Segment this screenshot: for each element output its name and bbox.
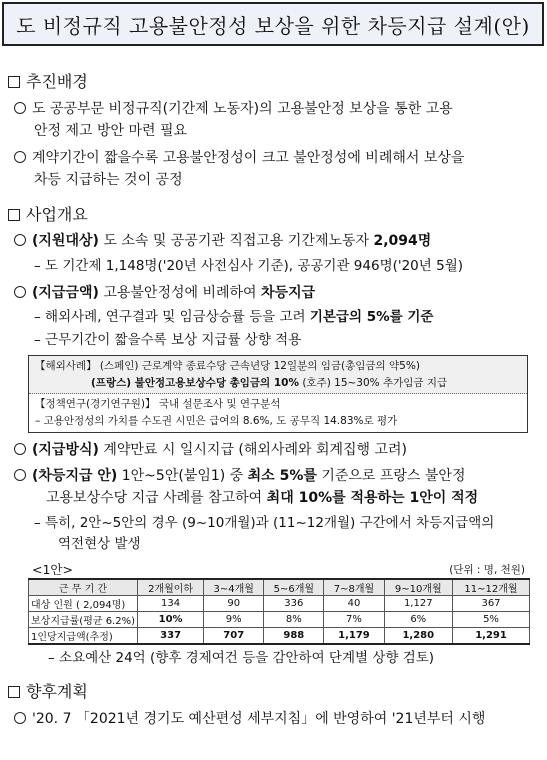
plan-sub: – 특히, 2안~5안의 경우 (9~10개월)과 (11~12개월) 구간에서 차등지급액의 [34,515,495,531]
payment-table [28,578,530,645]
target-item: (지원대상) 도 소속 및 공공기관 직접고용 기간제노동자 2,094명 [14,233,431,250]
square-bullet-icon [8,76,20,88]
table-cell: 9% [204,612,264,628]
circle-bullet-icon [14,443,26,455]
plan-item-cont: 고용보상수당 지급 사례를 참고하여 최대 10%를 적용하는 1안이 적정 [46,490,479,506]
table-row [29,628,530,645]
target-sub: – 도 기간제 1,148명('20년 사전심사 기준), 공공기관 946명('20년 5월) [34,258,464,274]
table-header-cell: 5~6개월 [264,579,324,596]
table-cell: 367 [453,596,530,612]
table-cell: 134 [138,596,204,612]
table-header-cell: 3~4개월 [204,579,264,596]
table-header-cell: 9~10개월 [384,579,453,596]
table-row [29,612,530,628]
circle-bullet-icon [14,469,26,481]
background-item-2: 계약기간이 짧을수록 고용불안정성이 크고 불안정성에 비례해서 보상을 [14,150,464,167]
circle-bullet-icon [14,151,26,163]
note-research: 【정책연구(경기연구원)】 국내 설문조사 및 연구분석 [35,398,281,410]
note-france-australia: (프랑스) 불안정고용보상수당 총임금의 10% (호주) 15~30% 추가임금 지급 [91,377,448,389]
amount-sub-2: – 근무기간이 짧을수록 보상 지급률 상향 적용 [34,332,302,348]
reference-note-box [28,355,528,433]
table-cell: 337 [138,628,204,645]
circle-bullet-icon [14,102,26,114]
circle-bullet-icon [14,712,26,724]
table-cell: 707 [204,628,264,645]
table-header-cell: 7~8개월 [324,579,384,596]
table-cell: 7% [324,612,384,628]
table-unit: (단위 : 명, 천원) [449,564,525,576]
plan-sub-cont: 역전현상 발생 [58,536,141,552]
table-cell: 1,291 [453,628,530,645]
table-caption: <1안> [32,562,73,577]
background-item-2-cont: 차등 지급하는 것이 공정 [34,172,183,188]
note-research-detail: – 고용안정성의 가치를 수도권 시민은 급여의 8.6%, 도 공무직 14.83%로 평가 [35,415,398,427]
table-cell: 5% [453,612,530,628]
table-header-row [29,579,530,596]
table-cell: 336 [264,596,324,612]
table-cell: 90 [204,596,264,612]
table-header-cell: 근 무 기 간 [29,579,138,596]
document-title-box [2,2,544,46]
section-heading-overview: 사업개요 [8,205,88,224]
section-heading-background: 추진배경 [8,72,88,91]
background-item-1-cont: 안정 제고 방안 마련 필요 [34,123,188,139]
table-cell: 10% [138,612,204,628]
table-header-cell: 11~12개월 [453,579,530,596]
section-heading-future: 향후계획 [8,682,88,701]
table-row-label: 1인당지급액(추정) [29,628,138,645]
amount-sub-1: – 해외사례, 연구결과 및 임금상승률 등을 고려 기본급의 5%를 기준 [34,309,434,325]
square-bullet-icon [8,686,20,698]
future-item: '20. 7 「2021년 경기도 예산편성 세부지침」에 반영하여 '21년부터 시행 [14,711,485,728]
background-item-1: 도 공공부문 비정규직(기간제 노동자)의 고용불안정 보상을 통한 고용 [14,101,453,118]
table-row-label: 대상 인원 ( 2,094명) [29,596,138,612]
table-cell: 40 [324,596,384,612]
table-cell: 8% [264,612,324,628]
table-row [29,596,530,612]
table-cell: 1,179 [324,628,384,645]
circle-bullet-icon [14,234,26,246]
table-row-label: 보상지급률(평균 6.2%) [29,612,138,628]
table-cell: 1,127 [384,596,453,612]
table-cell: 6% [384,612,453,628]
table-cell: 988 [264,628,324,645]
budget-note: – 소요예산 24억 (향후 경제여건 등을 감안하여 단계별 상향 검토) [48,650,435,666]
circle-bullet-icon [14,286,26,298]
plan-item: (차등지급 안) 1안~5안(붙임1) 중 최소 5%를 기준으로 프랑스 불안정 [14,468,465,485]
method-item: (지급방식) 계약만료 시 일시지급 (해외사례와 회계집행 고려) [14,442,407,459]
table-cell: 1,280 [384,628,453,645]
square-bullet-icon [8,209,20,221]
document-title: 도 비정규직 고용불안정성 보상을 위한 차등지급 설계(안) [16,13,530,38]
note-overseas: 【해외사례】 (스페인) 근로계약 종료수당 근속년당 12일분의 임금(총임금의 약5%) [35,360,420,372]
amount-item: (지급금액) 고용불안정성에 비례하여 차등지급 [14,285,315,302]
table-header-cell: 2개월이하 [138,579,204,596]
